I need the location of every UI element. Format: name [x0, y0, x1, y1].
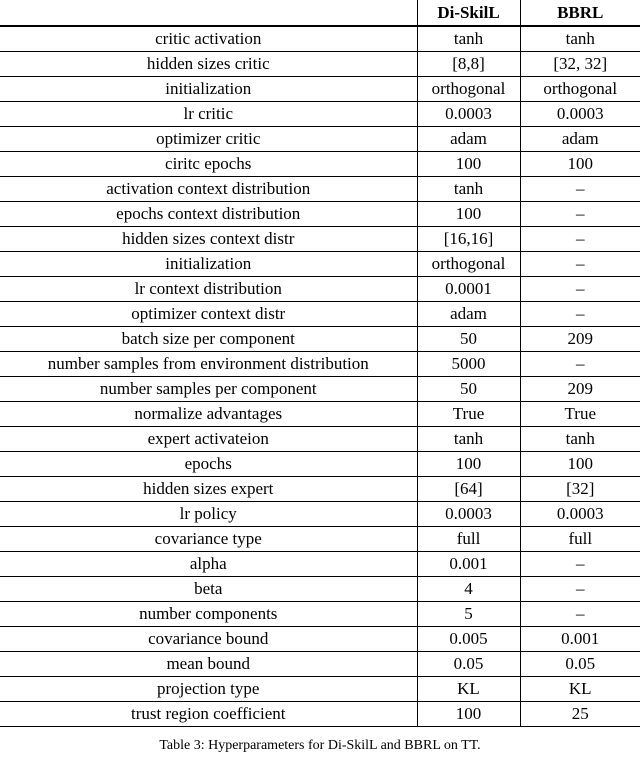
header-diskill: Di-SkilL — [417, 0, 520, 26]
cell-bbrl: 0.0003 — [520, 102, 640, 127]
cell-diskill: [8,8] — [417, 52, 520, 77]
cell-diskill: True — [417, 402, 520, 427]
row-label: mean bound — [0, 652, 417, 677]
cell-bbrl: 0.05 — [520, 652, 640, 677]
table-row — [0, 52, 640, 77]
cell-diskill: 100 — [417, 452, 520, 477]
header-bbrl: BBRL — [520, 0, 640, 26]
table-body — [0, 26, 640, 727]
cell-bbrl: 0.0003 — [520, 502, 640, 527]
header-empty-cell — [0, 0, 417, 26]
table-row — [0, 552, 640, 577]
cell-bbrl: – — [520, 177, 640, 202]
cell-diskill: tanh — [417, 177, 520, 202]
table-row — [0, 527, 640, 552]
row-label: lr critic — [0, 102, 417, 127]
table-row — [0, 627, 640, 652]
cell-diskill: tanh — [417, 26, 520, 52]
table-row — [0, 477, 640, 502]
row-label: number samples per component — [0, 377, 417, 402]
cell-diskill: tanh — [417, 427, 520, 452]
row-label: initialization — [0, 77, 417, 102]
row-label: batch size per component — [0, 327, 417, 352]
cell-bbrl: 0.001 — [520, 627, 640, 652]
table-row — [0, 377, 640, 402]
cell-bbrl: tanh — [520, 427, 640, 452]
row-label: expert activateion — [0, 427, 417, 452]
row-label: optimizer context distr — [0, 302, 417, 327]
row-label: lr policy — [0, 502, 417, 527]
cell-bbrl: 209 — [520, 327, 640, 352]
table-row — [0, 102, 640, 127]
row-label: beta — [0, 577, 417, 602]
table-row — [0, 227, 640, 252]
cell-diskill: [64] — [417, 477, 520, 502]
cell-diskill: KL — [417, 677, 520, 702]
row-label: covariance type — [0, 527, 417, 552]
cell-diskill: adam — [417, 127, 520, 152]
row-label: covariance bound — [0, 627, 417, 652]
row-label: optimizer critic — [0, 127, 417, 152]
cell-diskill: 100 — [417, 202, 520, 227]
cell-bbrl: – — [520, 277, 640, 302]
cell-bbrl: adam — [520, 127, 640, 152]
cell-bbrl: – — [520, 577, 640, 602]
row-label: hidden sizes context distr — [0, 227, 417, 252]
cell-diskill: full — [417, 527, 520, 552]
cell-bbrl: 209 — [520, 377, 640, 402]
cell-bbrl: – — [520, 552, 640, 577]
cell-bbrl: – — [520, 227, 640, 252]
table-row — [0, 202, 640, 227]
row-label: activation context distribution — [0, 177, 417, 202]
cell-bbrl: – — [520, 302, 640, 327]
table-row — [0, 677, 640, 702]
cell-diskill: 5000 — [417, 352, 520, 377]
cell-diskill: 0.05 — [417, 652, 520, 677]
cell-diskill: 0.001 — [417, 552, 520, 577]
table-row — [0, 577, 640, 602]
cell-diskill: 100 — [417, 152, 520, 177]
row-label: alpha — [0, 552, 417, 577]
row-label: lr context distribution — [0, 277, 417, 302]
cell-diskill: adam — [417, 302, 520, 327]
table-row — [0, 602, 640, 627]
table-row — [0, 77, 640, 102]
cell-diskill: 100 — [417, 702, 520, 727]
table-row — [0, 152, 640, 177]
cell-diskill: 0.005 — [417, 627, 520, 652]
row-label: epochs — [0, 452, 417, 477]
table-row — [0, 177, 640, 202]
cell-diskill: 50 — [417, 327, 520, 352]
table-row — [0, 26, 640, 52]
cell-bbrl: – — [520, 252, 640, 277]
row-label: projection type — [0, 677, 417, 702]
table-row — [0, 327, 640, 352]
table-row — [0, 652, 640, 677]
table-row — [0, 452, 640, 477]
table-row — [0, 302, 640, 327]
table-row — [0, 427, 640, 452]
cell-bbrl: KL — [520, 677, 640, 702]
cell-diskill: 50 — [417, 377, 520, 402]
cell-diskill: orthogonal — [417, 252, 520, 277]
cell-diskill: 5 — [417, 602, 520, 627]
cell-bbrl: 25 — [520, 702, 640, 727]
cell-bbrl: – — [520, 202, 640, 227]
cell-bbrl: orthogonal — [520, 77, 640, 102]
cell-bbrl: tanh — [520, 26, 640, 52]
table-row — [0, 702, 640, 727]
header-row — [0, 0, 640, 26]
cell-diskill: [16,16] — [417, 227, 520, 252]
cell-bbrl: 100 — [520, 152, 640, 177]
table-row — [0, 352, 640, 377]
row-label: number samples from environment distribution — [0, 352, 417, 377]
row-label: ciritc epochs — [0, 152, 417, 177]
row-label: epochs context distribution — [0, 202, 417, 227]
row-label: critic activation — [0, 26, 417, 52]
row-label: number components — [0, 602, 417, 627]
cell-diskill: 0.0003 — [417, 102, 520, 127]
cell-bbrl: [32, 32] — [520, 52, 640, 77]
table-row — [0, 277, 640, 302]
row-label: hidden sizes critic — [0, 52, 417, 77]
table-row — [0, 252, 640, 277]
row-label: hidden sizes expert — [0, 477, 417, 502]
table-row — [0, 127, 640, 152]
table-caption: Table 3: Hyperparameters for Di-SkilL and BBRL on TT. — [159, 738, 481, 753]
cell-bbrl: 100 — [520, 452, 640, 477]
table-row — [0, 502, 640, 527]
cell-bbrl: – — [520, 602, 640, 627]
row-label: normalize advantages — [0, 402, 417, 427]
cell-bbrl: – — [520, 352, 640, 377]
cell-bbrl: [32] — [520, 477, 640, 502]
cell-diskill: 0.0003 — [417, 502, 520, 527]
row-label: trust region coefficient — [0, 702, 417, 727]
cell-bbrl: True — [520, 402, 640, 427]
cell-diskill: 0.0001 — [417, 277, 520, 302]
cell-diskill: 4 — [417, 577, 520, 602]
table-row — [0, 402, 640, 427]
row-label: initialization — [0, 252, 417, 277]
cell-diskill: orthogonal — [417, 77, 520, 102]
cell-bbrl: full — [520, 527, 640, 552]
